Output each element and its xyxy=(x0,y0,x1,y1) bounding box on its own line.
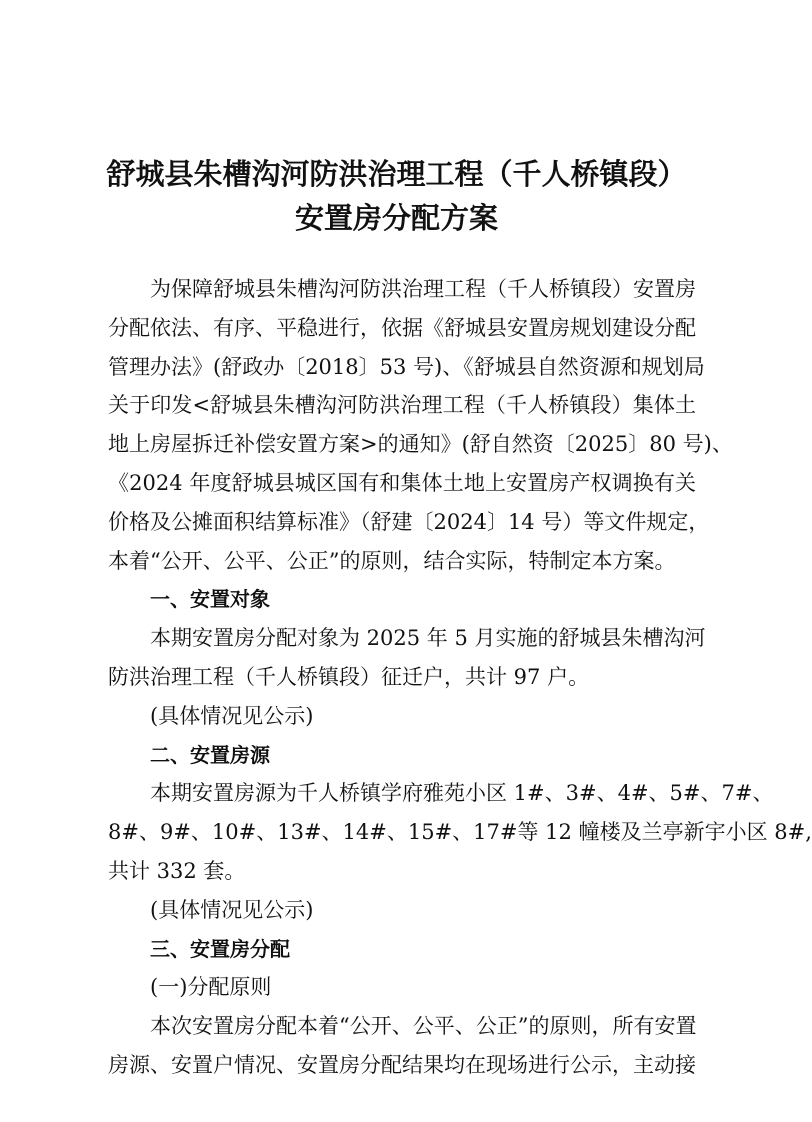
section-heading: 二、安置房源 xyxy=(150,742,270,767)
paragraph-line: 防洪治理工程（千人桥镇段）征迁户，共计 97 户。 xyxy=(108,664,590,689)
paragraph-line: 本期安置房分配对象为 2025 年 5 月实施的舒城县朱槽沟河 xyxy=(150,626,706,651)
paragraph-line: 共计 332 套。 xyxy=(108,858,246,883)
paragraph-line: 地上房屋拆迁补偿安置方案>的通知》(舒自然资〔2025〕80 号)、 xyxy=(108,432,733,457)
paragraph-line: 为保障舒城县朱槽沟河防洪治理工程（千人桥镇段）安置房 xyxy=(150,277,696,301)
paragraph-line: 本期安置房源为千人桥镇学府雅苑小区 1#、3#、4#、5#、7#、 xyxy=(150,781,774,806)
paragraph-line: 本次安置房分配本着“公开、公平、公正”的原则，所有安置 xyxy=(150,1014,697,1039)
section-heading: 一、安置对象 xyxy=(150,587,270,612)
paragraph-line: 本着“公开、公平、公正”的原则，结合实际，特制定本方案。 xyxy=(108,548,676,573)
paragraph-line: 关于印发<舒城县朱槽沟河防洪治理工程（千人桥镇段）集体土 xyxy=(108,393,696,418)
section-heading: 三、安置房分配 xyxy=(150,936,290,961)
paragraph-line: 管理办法》(舒政办〔2018〕53 号)、《舒城县自然资源和规划局 xyxy=(108,354,705,379)
subsection-heading: (一)分配原则 xyxy=(150,975,272,1000)
note-line: (具体情况见公示) xyxy=(150,897,314,922)
paragraph-line: 《2024 年度舒城县城区国有和集体土地上安置房产权调换有关 xyxy=(108,470,696,495)
document-body xyxy=(108,270,812,1085)
paragraph-line: 房源、安置户情况、安置房分配结果均在现场进行公示，主动接 xyxy=(108,1052,696,1077)
paragraph-line: 分配依法、有序、平稳进行，依据《舒城县安置房规划建设分配 xyxy=(108,315,696,340)
document-subtitle: 安置房分配方案 xyxy=(294,201,498,235)
note-line: (具体情况见公示) xyxy=(150,703,314,728)
document-title: 舒城县朱槽沟河防洪治理工程（千人桥镇段） xyxy=(106,157,687,191)
paragraph-line: 价格及公摊面积结算标准》（舒建〔2024〕14 号）等文件规定， xyxy=(108,509,710,534)
paragraph-line: 8#、9#、10#、13#、14#、15#、17#等 12 幢楼及兰亭新宇小区 8#, xyxy=(108,820,812,845)
